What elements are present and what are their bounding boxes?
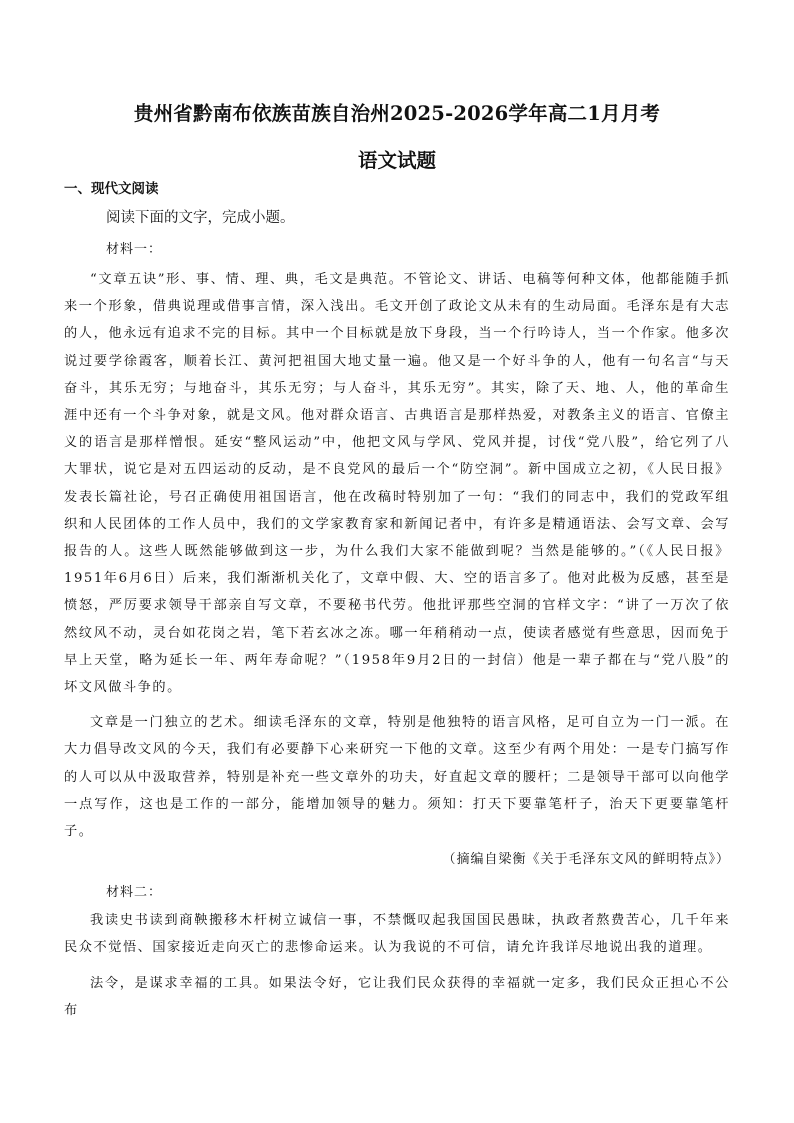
reading-instruction: 阅读下面的文字，完成小题。 <box>106 210 295 226</box>
material-one-paragraph: 文章是一门独立的艺术。细读毛泽东的文章，特别是他独特的语言风格，足可自立为一门一派。在大力倡导改文风的今天，我们有必要静下心来研究一下他的文章。这至少有两个用处：一是专门搞写作的人可以从中汲取营养，特别是补充一些文章外的功夫，好直起文章的腰杆；二是领导干部可以向他学一点写作，这也是工作的一部分，能增加领导的魅力。须知：打天下要靠笔杆子，治天下更要靠笔杆子。 <box>64 715 730 840</box>
material-two-paragraph: 法令，是谋求幸福的工具。如果法令好，它让我们民众获得的幸福就一定多，我们民众正担心不公布 <box>64 975 730 1018</box>
material-one-paragraph: “文章五诀”形、事、情、理、典，毛文是典范。不管论文、讲话、电稿等何种文体，他都能随手抓来一个形象，借典说理或借事言情，深入浅出。毛文开创了政论文从未有的生动局面。毛泽东是有大志的人，他永远有追求不完的目标。其中一个目标就是放下身段，当一个行吟诗人，当一个作家。他多次说过要学徐霞客，顺着长江、黄河把祖国大地丈量一遍。他又是一个好斗争的人，他有一句名言“与天奋斗，其乐无穷；与地奋斗，其乐无穷；与人奋斗，其乐无穷”。其实，除了天、地、人，他的革命生涯中还有一个斗争对象，就是文风。他对群众语言、古典语言是那样热爱，对教条主义的语言、官僚主义的语言是那样憎恨。延安“整风运动”中，他把文风与学风、党风并提，讨伐“党八股”，给它列了八大罪状，说它是对五四运动的反动，是不良党风的最后一个“防空洞”。新中国成立之初，《人民日报》发表长篇社论，号召正确使用祖国语言，他在改稿时特别加了一句：“我们的同志中，我们的党政军组织和人民团体的工作人员中，我们的文学家教育家和新闻记者中，有许多是精通语法、会写文章、会写报告的人。这些人既然能够做到这一步，为什么我们大家不能做到呢？当然是能够的。”（《人民日报》1951年6月6日）后来，我们渐渐机关化了，文章中假、大、空的语言多了。他对此极为反感，甚至是愤怒，严厉要求领导干部亲自写文章，不要秘书代劳。他批评那些空洞的官样文字：“讲了一万次了依然纹风不动，灵台如花岗之岩，笔下若玄冰之冻。哪一年稍稍动一点，使读者感觉有些意思，因而免于早上天堂，略为延长一年、两年寿命呢？”（1958年9月2日的一封信）他是一辈子都在与“党八股”的坏文风做斗争的。 <box>64 272 730 696</box>
section-heading: 一、现代文阅读 <box>64 181 159 197</box>
material-one-source: （摘编自梁衡《关于毛泽东文风的鲜明特点》） <box>442 852 730 868</box>
material-one-label: 材料一： <box>106 242 163 257</box>
document-title: 贵州省黔南布依族苗族自治州2025-2026学年高二1月月考 <box>133 102 661 125</box>
material-two-paragraph: 我读史书读到商鞅搬移木杆树立诚信一事，不禁慨叹起我国国民愚昧，执政者熬费苦心，几千年来民众不觉悟、国家接近走向灭亡的悲惨命运来。认为我说的不可信，请允许我详尽地说出我的道理。 <box>64 913 730 956</box>
material-two-label: 材料二： <box>106 885 163 901</box>
document-subtitle: 语文试题 <box>357 149 436 172</box>
